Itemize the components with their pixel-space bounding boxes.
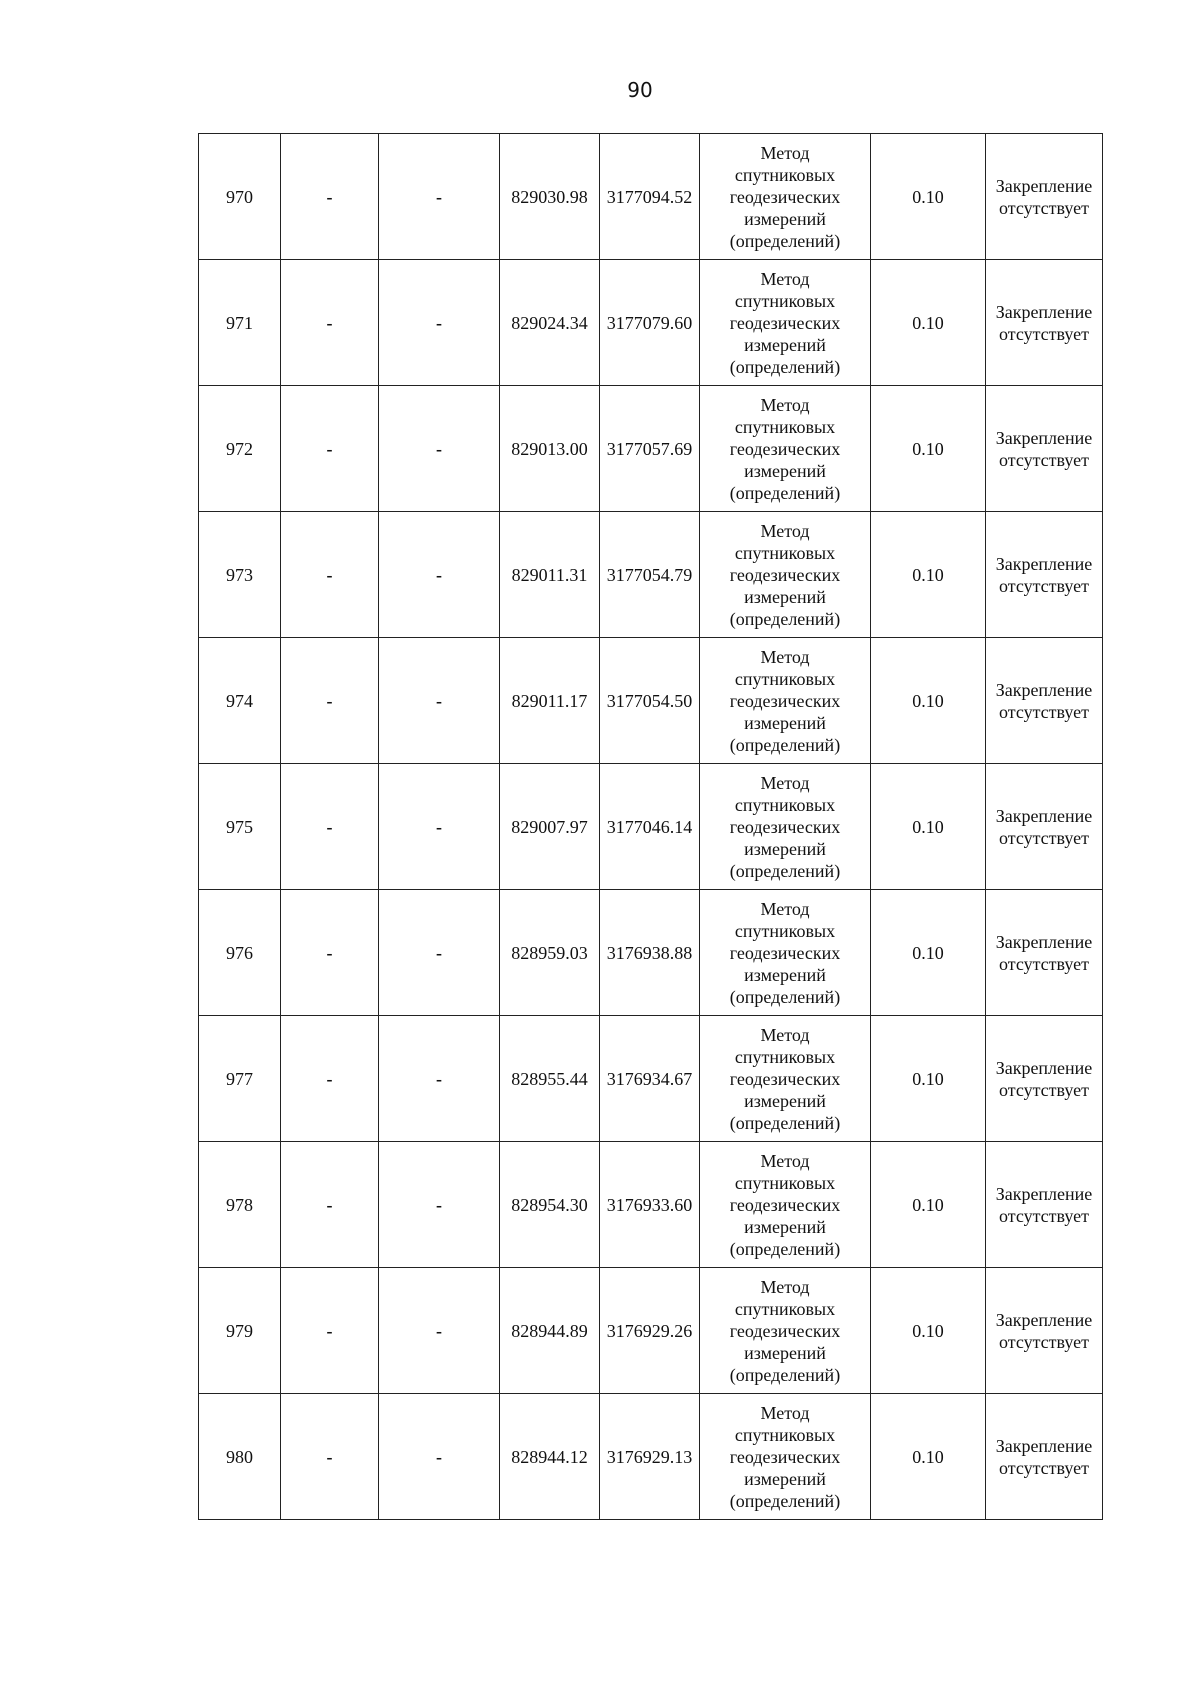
- fixing-line: Закрепление: [995, 301, 1093, 322]
- dash-cell: -: [379, 512, 500, 638]
- method-cell: [700, 1016, 871, 1142]
- method-line: Метод: [760, 520, 810, 541]
- method-line: геодезических: [729, 186, 841, 207]
- dash-cell: -: [379, 890, 500, 1016]
- fixing-cell: [986, 1142, 1103, 1268]
- page-number: 90: [627, 78, 653, 102]
- fixing-cell: [986, 512, 1103, 638]
- method-line: измерений: [744, 712, 826, 733]
- dash-cell: -: [281, 764, 379, 890]
- y-coordinate-cell: 3177046.14: [600, 764, 700, 890]
- method-line: Метод: [760, 646, 810, 667]
- method-cell: [700, 1142, 871, 1268]
- fixing-line: отсутствует: [998, 827, 1090, 848]
- dash-cell: -: [379, 1268, 500, 1394]
- accuracy-cell: 0.10: [871, 260, 986, 386]
- dash-cell: -: [281, 890, 379, 1016]
- x-coordinate-cell: 829011.31: [500, 512, 600, 638]
- accuracy-cell: 0.10: [871, 890, 986, 1016]
- method-line: спутниковых: [734, 164, 836, 185]
- method-line: спутниковых: [734, 290, 836, 311]
- table-row: [199, 1268, 1103, 1394]
- y-coordinate-cell: 3176929.26: [600, 1268, 700, 1394]
- x-coordinate-cell: 828954.30: [500, 1142, 600, 1268]
- fixing-line: Закрепление: [995, 679, 1093, 700]
- fixing-line: отсутствует: [998, 1079, 1090, 1100]
- point-number-cell: 979: [199, 1268, 281, 1394]
- x-coordinate-cell: 829024.34: [500, 260, 600, 386]
- method-line: (определений): [729, 734, 841, 755]
- x-coordinate-cell: 829030.98: [500, 134, 600, 260]
- point-number-cell: 973: [199, 512, 281, 638]
- dash-cell: -: [379, 764, 500, 890]
- fixing-line: отсутствует: [998, 449, 1090, 470]
- point-number-cell: 977: [199, 1016, 281, 1142]
- method-line: геодезических: [729, 438, 841, 459]
- point-number-cell: 974: [199, 638, 281, 764]
- method-line: геодезических: [729, 1068, 841, 1089]
- method-cell: [700, 134, 871, 260]
- method-line: (определений): [729, 608, 841, 629]
- x-coordinate-cell: 829013.00: [500, 386, 600, 512]
- method-line: (определений): [729, 1490, 841, 1511]
- method-line: спутниковых: [734, 542, 836, 563]
- table-row: [199, 1394, 1103, 1520]
- method-line: измерений: [744, 334, 826, 355]
- dash-cell: -: [281, 134, 379, 260]
- x-coordinate-cell: 828955.44: [500, 1016, 600, 1142]
- fixing-line: отсутствует: [998, 1457, 1090, 1478]
- dash-cell: -: [281, 1016, 379, 1142]
- method-line: Метод: [760, 1150, 810, 1171]
- method-line: спутниковых: [734, 1172, 836, 1193]
- method-line: геодезических: [729, 1320, 841, 1341]
- method-line: (определений): [729, 1112, 841, 1133]
- y-coordinate-cell: 3177054.50: [600, 638, 700, 764]
- accuracy-cell: 0.10: [871, 386, 986, 512]
- dash-cell: -: [281, 512, 379, 638]
- method-line: измерений: [744, 1468, 826, 1489]
- fixing-line: Закрепление: [995, 1309, 1093, 1330]
- method-line: геодезических: [729, 1194, 841, 1215]
- method-line: Метод: [760, 1276, 810, 1297]
- method-cell: [700, 1394, 871, 1520]
- point-number-cell: 970: [199, 134, 281, 260]
- accuracy-cell: 0.10: [871, 638, 986, 764]
- table-row: [199, 386, 1103, 512]
- point-number-cell: 972: [199, 386, 281, 512]
- table-row: [199, 890, 1103, 1016]
- method-line: спутниковых: [734, 668, 836, 689]
- method-line: геодезических: [729, 690, 841, 711]
- fixing-cell: [986, 134, 1103, 260]
- fixing-line: отсутствует: [998, 1205, 1090, 1226]
- method-line: (определений): [729, 230, 841, 251]
- accuracy-cell: 0.10: [871, 1142, 986, 1268]
- point-number-cell: 976: [199, 890, 281, 1016]
- y-coordinate-cell: 3176938.88: [600, 890, 700, 1016]
- accuracy-cell: 0.10: [871, 1016, 986, 1142]
- method-cell: [700, 638, 871, 764]
- fixing-line: Закрепление: [995, 427, 1093, 448]
- dash-cell: -: [379, 1394, 500, 1520]
- method-cell: [700, 890, 871, 1016]
- fixing-line: отсутствует: [998, 1331, 1090, 1352]
- table-row: [199, 512, 1103, 638]
- x-coordinate-cell: 828944.89: [500, 1268, 600, 1394]
- fixing-line: Закрепление: [995, 931, 1093, 952]
- method-line: измерений: [744, 1090, 826, 1111]
- fixing-cell: [986, 764, 1103, 890]
- table-body: [199, 134, 1103, 1520]
- accuracy-cell: 0.10: [871, 764, 986, 890]
- method-line: спутниковых: [734, 794, 836, 815]
- table-row: [199, 764, 1103, 890]
- dash-cell: -: [379, 260, 500, 386]
- method-line: Метод: [760, 1024, 810, 1045]
- fixing-line: Закрепление: [995, 175, 1093, 196]
- method-line: спутниковых: [734, 1046, 836, 1067]
- method-line: спутниковых: [734, 1298, 836, 1319]
- method-line: измерений: [744, 964, 826, 985]
- method-cell: [700, 386, 871, 512]
- point-number-cell: 975: [199, 764, 281, 890]
- fixing-line: Закрепление: [995, 553, 1093, 574]
- point-number-cell: 978: [199, 1142, 281, 1268]
- dash-cell: -: [281, 638, 379, 764]
- x-coordinate-cell: 828959.03: [500, 890, 600, 1016]
- method-line: Метод: [760, 268, 810, 289]
- dash-cell: -: [379, 386, 500, 512]
- method-line: измерений: [744, 1216, 826, 1237]
- fixing-cell: [986, 890, 1103, 1016]
- dash-cell: -: [379, 1016, 500, 1142]
- method-line: геодезических: [729, 312, 841, 333]
- method-line: (определений): [729, 860, 841, 881]
- x-coordinate-cell: 828944.12: [500, 1394, 600, 1520]
- fixing-cell: [986, 386, 1103, 512]
- coordinates-table: [198, 133, 1103, 1520]
- table-row: [199, 260, 1103, 386]
- method-line: геодезических: [729, 564, 841, 585]
- dash-cell: -: [379, 1142, 500, 1268]
- y-coordinate-cell: 3176933.60: [600, 1142, 700, 1268]
- fixing-line: Закрепление: [995, 805, 1093, 826]
- fixing-line: отсутствует: [998, 701, 1090, 722]
- accuracy-cell: 0.10: [871, 512, 986, 638]
- y-coordinate-cell: 3177094.52: [600, 134, 700, 260]
- table-row: [199, 638, 1103, 764]
- y-coordinate-cell: 3176929.13: [600, 1394, 700, 1520]
- method-cell: [700, 764, 871, 890]
- method-cell: [700, 260, 871, 386]
- dash-cell: -: [281, 1142, 379, 1268]
- method-line: измерений: [744, 460, 826, 481]
- accuracy-cell: 0.10: [871, 134, 986, 260]
- method-line: (определений): [729, 1238, 841, 1259]
- method-line: геодезических: [729, 816, 841, 837]
- point-number-cell: 971: [199, 260, 281, 386]
- accuracy-cell: 0.10: [871, 1394, 986, 1520]
- method-line: Метод: [760, 142, 810, 163]
- dash-cell: -: [379, 134, 500, 260]
- dash-cell: -: [281, 260, 379, 386]
- dash-cell: -: [379, 638, 500, 764]
- method-cell: [700, 512, 871, 638]
- method-line: (определений): [729, 986, 841, 1007]
- y-coordinate-cell: 3177079.60: [600, 260, 700, 386]
- accuracy-cell: 0.10: [871, 1268, 986, 1394]
- fixing-line: Закрепление: [995, 1183, 1093, 1204]
- fixing-line: отсутствует: [998, 197, 1090, 218]
- fixing-line: Закрепление: [995, 1057, 1093, 1078]
- method-line: (определений): [729, 356, 841, 377]
- fixing-line: отсутствует: [998, 953, 1090, 974]
- x-coordinate-cell: 829007.97: [500, 764, 600, 890]
- fixing-line: отсутствует: [998, 323, 1090, 344]
- x-coordinate-cell: 829011.17: [500, 638, 600, 764]
- fixing-cell: [986, 260, 1103, 386]
- method-line: Метод: [760, 1402, 810, 1423]
- method-line: геодезических: [729, 942, 841, 963]
- dash-cell: -: [281, 1268, 379, 1394]
- method-line: Метод: [760, 772, 810, 793]
- y-coordinate-cell: 3177054.79: [600, 512, 700, 638]
- table-row: [199, 1016, 1103, 1142]
- method-line: измерений: [744, 208, 826, 229]
- method-line: измерений: [744, 586, 826, 607]
- table-row: [199, 1142, 1103, 1268]
- y-coordinate-cell: 3177057.69: [600, 386, 700, 512]
- method-line: измерений: [744, 1342, 826, 1363]
- method-line: спутниковых: [734, 920, 836, 941]
- fixing-cell: [986, 1394, 1103, 1520]
- method-line: спутниковых: [734, 1424, 836, 1445]
- method-line: Метод: [760, 394, 810, 415]
- fixing-line: Закрепление: [995, 1435, 1093, 1456]
- method-line: геодезических: [729, 1446, 841, 1467]
- method-line: (определений): [729, 482, 841, 503]
- fixing-cell: [986, 638, 1103, 764]
- method-line: измерений: [744, 838, 826, 859]
- dash-cell: -: [281, 386, 379, 512]
- fixing-cell: [986, 1016, 1103, 1142]
- dash-cell: -: [281, 1394, 379, 1520]
- method-cell: [700, 1268, 871, 1394]
- method-line: Метод: [760, 898, 810, 919]
- point-number-cell: 980: [199, 1394, 281, 1520]
- method-line: спутниковых: [734, 416, 836, 437]
- fixing-line: отсутствует: [998, 575, 1090, 596]
- table-row: [199, 134, 1103, 260]
- fixing-cell: [986, 1268, 1103, 1394]
- y-coordinate-cell: 3176934.67: [600, 1016, 700, 1142]
- method-line: (определений): [729, 1364, 841, 1385]
